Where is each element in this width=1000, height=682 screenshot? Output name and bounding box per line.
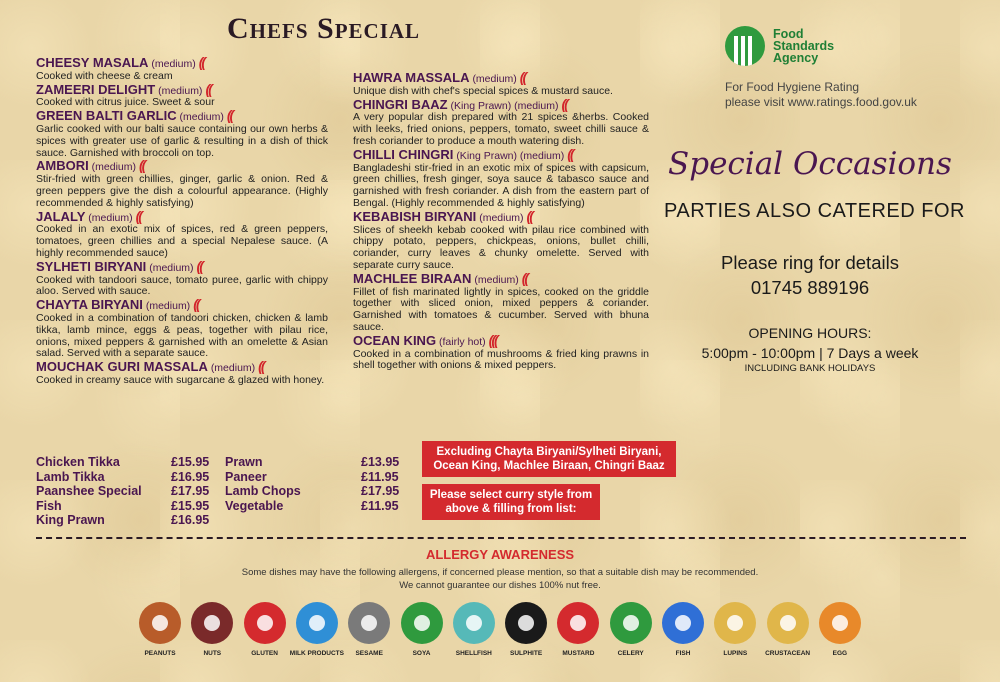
dish-name: CHINGRI BAAZ: [353, 96, 448, 112]
dish-description: A very popular dish prepared with 21 spices &herbs. Cooked with leeks, fried onions, peppers, tomato, sweet chilli sauce & fresh coriander to produce a mouth watering dish.: [353, 111, 649, 147]
parties-heading: PARTIES ALSO CATERED FOR: [664, 200, 965, 222]
ring-block: [640, 250, 980, 300]
menu-column-right: [353, 71, 649, 372]
allergen-milk-products: [287, 602, 347, 657]
dish-name: KEBABISH BIRYANI: [353, 208, 477, 224]
dish-description: Cooked in a combination of tandoori chicken, chicken & lamb tikka, lamb mince, eggs & peas, together with pilau rice, onions, mixed peppers & garnished with an omelette & Asian salad. Served with a separate sauce.: [36, 311, 328, 360]
allergen-sesame: [339, 602, 399, 657]
hours-label: OPENING HOURS:: [748, 325, 872, 341]
allergen-label: EGG: [832, 650, 848, 657]
fish-icon: [662, 602, 704, 644]
price-item-name: Paanshee Special: [36, 484, 142, 498]
chilli-icon: (((: [488, 331, 497, 348]
dish-item: [353, 145, 649, 210]
fsa-info-line1: For Food Hygiene Rating: [725, 80, 860, 94]
price-item-name: Fish: [36, 498, 62, 513]
allergy-line2: We cannot guarantee our dishes 100% nut free.: [399, 580, 601, 591]
dish-heat: (medium): [210, 362, 256, 375]
peanut-icon: [139, 602, 181, 644]
allergen-label: NUTS: [203, 650, 222, 657]
dish-description: Slices of sheekh kebab cooked with pilau rice combined with chippy potato, peppers, chickpeas, onions, bullet chilli, coriander, curry leaves & chunky omelette. Served with separate curry sauce.: [353, 223, 649, 271]
lupin-icon: [714, 602, 756, 644]
chilli-icon: ((: [526, 207, 532, 224]
mustard-icon: [557, 602, 599, 644]
price-item-price: £15.95: [171, 498, 210, 513]
price-item-price: £16.95: [171, 469, 210, 484]
dish-item: [353, 269, 649, 334]
dish-item: [36, 159, 328, 209]
fsa-name: Food Standards Agency: [773, 27, 835, 65]
dish-item: [353, 207, 649, 272]
price-item-name: King Prawn: [36, 513, 105, 527]
sesame-icon: [348, 602, 390, 644]
dish-name: GREEN BALTI GARLIC: [36, 108, 177, 124]
price-item-name: Lamb Chops: [225, 484, 301, 498]
allergen-label: PEANUTS: [144, 650, 176, 657]
chilli-icon: ((: [567, 145, 573, 162]
price-item-price: £11.95: [361, 469, 399, 484]
dish-heat: (medium): [479, 211, 524, 224]
chilli-icon: ((: [561, 95, 567, 112]
allergen-egg: [810, 602, 870, 657]
dish-description: Fillet of fish marinated lightly in spices, cooked on the griddle together with sliced onion, mixed peppers & coriander. Garnished with tomatoes & cucumber. Served with bhuna sauce.: [353, 285, 649, 333]
dish-description: Bangladeshi stir-fried in an exotic mix of spices with capsicum, green chillies, fresh ginger, soya sauce & tabasco sauce and garnished with fresh coriander. A dish from the eastern part of Bengal. (Highly recommended & highly satisfying): [353, 161, 649, 209]
dish-description: Unique dish with chef's special spices & mustard sauce.: [353, 84, 613, 97]
dish-item: [36, 257, 328, 298]
nut-icon: [191, 602, 233, 644]
dish-item: [36, 109, 328, 159]
chilli-icon: ((: [198, 54, 205, 70]
opening-hours: [640, 323, 980, 375]
chilli-icon: ((: [521, 269, 528, 286]
dish-heat: (King Prawn) (medium): [456, 149, 565, 162]
dish-description: Cooked in a combination of mushrooms & fried king prawns in shell together with onions & mixed peppers.: [353, 347, 649, 372]
dish-description: Cooked with tandoori sauce, tomato puree, garlic with chippy aloo. Served with sauce.: [36, 273, 328, 298]
hours-time: 5:00pm - 10:00pm | 7 Days a week: [701, 345, 919, 361]
dish-item: [353, 71, 649, 98]
dish-name: MACHLEE BIRAAN: [353, 270, 472, 286]
allergen-label: MILK PRODUCTS: [289, 650, 344, 657]
dish-item: [36, 56, 328, 83]
allergen-mustard: [548, 602, 608, 657]
dish-name: CHAYTA BIRYANI: [36, 297, 143, 313]
allergen-celery: [601, 602, 661, 657]
allergen-label: SOYA: [412, 650, 431, 657]
dish-item: [36, 80, 328, 110]
dish-description: Stir-fried with green chillies, ginger, garlic & onion. Red & green peppers give the dish a colourful appearance. (Highly recommended & highly satisfying): [36, 173, 328, 209]
allergen-soya: [392, 602, 452, 657]
dish-name: MOUCHAK GURI MASSALA: [36, 359, 208, 375]
divider: [36, 537, 966, 539]
allergen-label: GLUTEN: [251, 650, 278, 657]
dish-heat: (medium): [474, 273, 519, 286]
chilli-icon: ((: [205, 80, 211, 97]
dish-item: [353, 95, 649, 148]
price-item-name: Lamb Tikka: [36, 469, 105, 484]
price-item-price: £17.95: [171, 484, 210, 498]
crab-icon: [767, 602, 809, 644]
dish-item: [36, 207, 328, 260]
menu-column-left: [36, 56, 328, 387]
dish-description: Cooked with cheese & cream: [36, 69, 173, 82]
celery-icon: [610, 602, 652, 644]
dish-name: OCEAN KING: [353, 332, 437, 348]
dish-name: HAWRA MASSALA: [353, 70, 470, 85]
dish-description: Cooked with citrus juice. Sweet & sour: [36, 96, 215, 109]
price-item-name: Vegetable: [225, 498, 284, 513]
allergen-crustacean: [758, 602, 818, 657]
allergen-label: SULPHITE: [510, 650, 543, 657]
special-occasions-title: Special Occasions: [668, 146, 952, 182]
allergen-shellfish: [444, 602, 504, 657]
dish-name: SYLHETI BIRYANI: [36, 258, 147, 274]
price-item-name: Paneer: [225, 469, 267, 484]
ring-text: Please ring for details: [721, 252, 899, 273]
allergen-label: LUPINS: [723, 650, 748, 657]
price-item-name: Prawn: [225, 455, 263, 469]
dish-item: [353, 331, 649, 372]
allergen-label: CELERY: [617, 650, 644, 657]
allergen-nuts: [182, 602, 242, 657]
dish-item: [36, 298, 328, 360]
price-item-price: £17.95: [361, 484, 400, 498]
allergen-label: SESAME: [355, 650, 383, 657]
price-item-price: £11.95: [361, 498, 399, 513]
chilli-icon: ((: [226, 107, 233, 124]
dish-name: CHEESY MASALA: [36, 55, 149, 70]
allergen-fish: [653, 602, 713, 657]
dish-description: Cooked in an exotic mix of spices, red & green peppers, tomatoes, green chillies and a special Nepalese sauce. (A highly recommended sauce): [36, 223, 328, 259]
price-item-price: £16.95: [171, 513, 210, 527]
allergen-gluten: [235, 602, 295, 657]
price-item-name: Chicken Tikka: [36, 455, 120, 469]
allergen-label: SHELLFISH: [455, 650, 492, 657]
dish-name: AMBORI: [36, 158, 89, 174]
dish-heat: (medium): [151, 58, 196, 70]
dish-heat: (medium): [149, 261, 194, 274]
chilli-icon: ((: [196, 257, 202, 274]
allergen-label: CRUSTACEAN: [765, 650, 811, 657]
excluding-note: Excluding Chayta Biryani/Sylheti Biryani, Ocean King, Machlee Biraan, Chingri Baaz: [422, 441, 676, 477]
dish-description: Garlic cooked with our balti sauce containing our own herbs & spices with greater use of garlic & resulting in a dish of thick sauce. Garnished with broccoli on top.: [36, 122, 328, 159]
select-note: Please select curry style from above & filling from list:: [422, 484, 600, 520]
dish-heat: (medium): [179, 111, 224, 124]
sulphite-icon: [505, 602, 547, 644]
chilli-icon: ((: [138, 157, 145, 174]
phone-number[interactable]: 01745 889196: [750, 277, 870, 298]
dish-heat: (medium): [158, 84, 203, 97]
chilli-icon: ((: [258, 358, 264, 375]
price-item-price: £13.95: [361, 455, 400, 469]
dish-item: [36, 360, 328, 387]
dish-name: CHILLI CHINGRI: [353, 146, 454, 162]
price-item-price: £15.95: [171, 455, 210, 469]
fsa-logo-icon: [725, 26, 765, 66]
chilli-icon: ((: [135, 207, 141, 224]
allergen-lupins: [705, 602, 765, 657]
allergen-peanuts: [130, 602, 190, 657]
dish-description: Cooked in creamy sauce with sugarcane & glazed with honey.: [36, 373, 325, 386]
dish-heat: (fairly hot): [438, 335, 486, 348]
dish-heat: (King Prawn) (medium): [450, 99, 559, 112]
milk-icon: [296, 602, 338, 644]
wheat-icon: [244, 602, 286, 644]
price-list: [36, 455, 416, 535]
soya-icon: [401, 602, 443, 644]
page-title: Chefs Special: [227, 12, 421, 45]
dish-heat: (medium): [145, 300, 191, 313]
allergy-line1: Some dishes may have the following allergens, if concerned please mention, so that a suitable dish may be recommended.: [241, 567, 759, 578]
shell-icon: [453, 602, 495, 644]
allergen-label: MUSTARD: [562, 650, 595, 657]
fsa-info-line2[interactable]: please visit www.ratings.food.gov.uk: [725, 95, 917, 109]
allergy-title: ALLERGY AWARENESS: [425, 547, 575, 562]
chilli-icon: ((: [519, 69, 526, 85]
dish-heat: (medium): [91, 161, 136, 174]
dish-heat: (medium): [88, 211, 133, 224]
dish-name: ZAMEERI DELIGHT: [36, 81, 156, 97]
allergen-label: FISH: [675, 650, 691, 657]
dish-name: JALALY: [36, 208, 86, 224]
chilli-icon: ((: [193, 296, 199, 313]
egg-icon: [819, 602, 861, 644]
hours-note: INCLUDING BANK HOLIDAYS: [744, 363, 876, 374]
dish-heat: (medium): [472, 73, 517, 85]
allergen-sulphite: [496, 602, 556, 657]
